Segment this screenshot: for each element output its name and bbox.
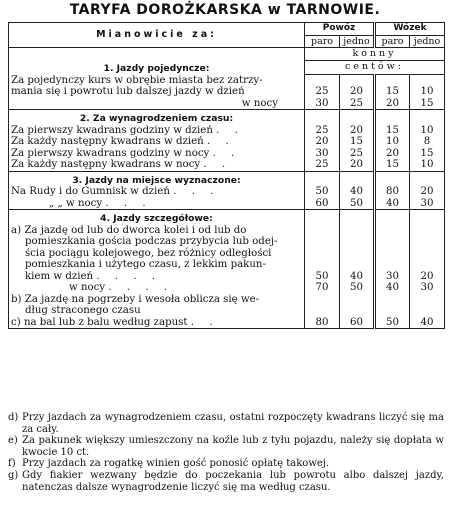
row-4b-line-1: Za jazdę na pogrzeby i wesoła oblicza się we- xyxy=(24,293,260,305)
powoz-paro: paro xyxy=(305,35,340,48)
note-text: Za pakunek większy umieszczony na koźle lub z tyłu pojazdu, należy się dopłata w kwocie 10 ct. xyxy=(22,435,444,458)
value-cell: 30 xyxy=(410,282,445,294)
value-cell: 15 xyxy=(375,86,410,98)
value-cell: 20 xyxy=(410,271,445,283)
notes xyxy=(8,412,444,493)
section-title-4: 4. Jazdy szczegółowe: xyxy=(9,210,305,225)
note-g xyxy=(8,470,444,493)
row-2-1: Za pierwszy kwadrans godziny w dzień xyxy=(11,124,213,136)
value-cell: 30 xyxy=(375,271,410,283)
value-cell: 25 xyxy=(305,125,340,137)
value-cell: 30 xyxy=(410,198,445,210)
row-4c-label: c) xyxy=(11,316,21,328)
value-cell: 70 xyxy=(305,282,340,294)
value-cell: 30 xyxy=(305,148,340,160)
wozek-paro: paro xyxy=(375,35,410,48)
value-cell: 50 xyxy=(305,271,340,283)
value-cell: 50 xyxy=(375,317,410,329)
powoz-header: Powóz xyxy=(305,23,375,36)
konny-label: konny xyxy=(305,48,445,61)
tariff-table: Mianowicie za: Powóz Wózek paro jedno paro jedno konny 1. Jazdy pojedyncze: centów: Za pojedynczy kurs w obrębie miasta bez zatrzy- mania się i powrotu lub dalszej jazdy w dzień 25 20 15 10 w nocy 30 25 20 15 2. Za wynagrodzeniem czasu: Za pierwszy kwadrans godziny w dzień . . 25 20 15 10 Za każdy następny kwadrans w dzień . . 20 15 10 8 Za pierwszy kwadrans godziny w nocy . . 30 25 20 15 Za każdy następny kwadrans w nocy . . 25 20 15 10 3. Jazdy na miejsce wyznaczone: Na Rudy i do Gumnisk w dzień . . . 50 40 80 20 „ „ w nocy . . . 60 50 40 30 4. Jazdy szczegółowe: a) Za jazdę od lub do dworca kolei i od lub do pomieszkania gościa podczas przybycia lub odej- ścia pociągu kolejowego, bez różnicy odległości pomieszkania i użytego czasu, z lekkim pakun- kiem w dzień . . . . 50 40 30 20 w nocy . . . . 70 50 40 30 b) Za jazdę na pogrzeby i wesoła oblicza się we- dług straconego czasu c) na bal lub z balu według zapust . . 80 60 50 40 xyxy=(8,22,445,329)
row-3-1: Na Rudy i do Gumnisk w dzień xyxy=(11,186,170,197)
wozek-jedno: jedno xyxy=(410,35,445,48)
value-cell: 25 xyxy=(305,159,340,171)
row-1-line-3: w nocy xyxy=(241,97,278,109)
row-2-4: Za każdy następny kwadrans w nocy xyxy=(11,159,201,170)
value-cell: 40 xyxy=(340,271,375,283)
value-cell: 25 xyxy=(305,86,340,98)
value-cell: 40 xyxy=(410,317,445,329)
value-cell: 20 xyxy=(305,136,340,148)
value-cell: 50 xyxy=(305,186,340,198)
value-cell: 10 xyxy=(410,86,445,98)
row-4a-label: a) xyxy=(11,224,22,236)
value-cell: 30 xyxy=(305,98,340,110)
row-4a-line-4: pomieszkania i użytego czasu, z lekkim pakun- xyxy=(9,259,305,271)
value-cell: 50 xyxy=(340,282,375,294)
value-cell: 60 xyxy=(340,317,375,329)
value-cell: 15 xyxy=(340,136,375,148)
value-cell: 15 xyxy=(375,159,410,171)
centow-label: centów: xyxy=(305,60,445,75)
value-cell: 25 xyxy=(340,98,375,110)
value-cell: 40 xyxy=(375,282,410,294)
value-cell: 10 xyxy=(410,125,445,137)
note-d xyxy=(8,412,444,435)
value-cell: 15 xyxy=(375,125,410,137)
value-cell: 15 xyxy=(410,148,445,160)
value-cell: 40 xyxy=(340,186,375,198)
value-cell: 15 xyxy=(410,98,445,110)
row-2-2: Za każdy następny kwadrans w dzień xyxy=(11,136,204,147)
note-f xyxy=(8,458,444,470)
label-column-header: Mianowicie za: xyxy=(9,23,305,48)
value-cell: 10 xyxy=(375,136,410,148)
section-title-2: 2. Za wynagrodzeniem czasu: xyxy=(9,110,305,125)
row-3-2: „ „ w nocy xyxy=(49,197,103,209)
row-1-line-1: Za pojedynczy kurs w obrębie miasta bez zatrzy- xyxy=(9,75,305,87)
section-title-1: 1. Jazdy pojedyncze: xyxy=(9,60,305,75)
row-1-line-2: mania się i powrotu lub dalszej jazdy w dzień xyxy=(9,86,305,98)
value-cell: 40 xyxy=(375,198,410,210)
row-4a-line-5: kiem w dzień xyxy=(25,270,94,282)
note-label: f) xyxy=(8,458,16,470)
row-4a-line-6: w nocy xyxy=(69,282,106,293)
row-2-3: Za pierwszy kwadrans godziny w nocy xyxy=(11,147,210,159)
wozek-header: Wózek xyxy=(375,23,445,36)
value-cell: 20 xyxy=(410,186,445,198)
value-cell: 20 xyxy=(340,159,375,171)
value-cell: 25 xyxy=(340,148,375,160)
note-text: Przy jazdach za wynagrodzeniem czasu, ostatni rozpoczęty kwadrans liczyć się ma za cały. xyxy=(22,412,444,435)
note-text: Przy jazdach za rogatkę winien gość ponosić opłatę takowej. xyxy=(22,458,330,470)
note-label: d) xyxy=(8,412,19,423)
powoz-jedno: jedno xyxy=(340,35,375,48)
value-cell: 20 xyxy=(375,98,410,110)
value-cell: 20 xyxy=(340,125,375,137)
note-label: g) xyxy=(8,469,19,481)
value-cell: 60 xyxy=(305,198,340,210)
value-cell: 80 xyxy=(375,186,410,198)
row-4c-text: na bal lub z balu według zapust xyxy=(23,316,188,328)
row-4b-label: b) xyxy=(11,293,22,305)
value-cell: 20 xyxy=(375,148,410,160)
row-4a-line-2: pomieszkania gościa podczas przybycia lub odej- xyxy=(9,236,305,248)
page-title: TARYFA DOROŻKARSKA w TARNOWIE. xyxy=(69,2,381,18)
row-4b-line-2: dług straconego czasu xyxy=(9,305,305,317)
row-4a-line-3: ścia pociągu kolejowego, bez różnicy odległości xyxy=(9,248,305,260)
value-cell: 10 xyxy=(410,159,445,171)
note-text: Gdy fiakier wezwany będzie do poczekania lub powrotu albo dalszej jazdy, natenczas dalsze wynagrodzenie liczyć się ma według czasu. xyxy=(22,469,444,493)
section-title-3: 3. Jazdy na miejsce wyznaczone: xyxy=(9,171,305,186)
note-label: e) xyxy=(8,435,18,447)
row-4a-line-1: Za jazdę od lub do dworca kolei i od lub do xyxy=(24,224,247,236)
note-e xyxy=(8,435,444,458)
value-cell: 8 xyxy=(410,136,445,148)
value-cell: 80 xyxy=(305,317,340,329)
value-cell: 20 xyxy=(340,86,375,98)
value-cell: 50 xyxy=(340,198,375,210)
